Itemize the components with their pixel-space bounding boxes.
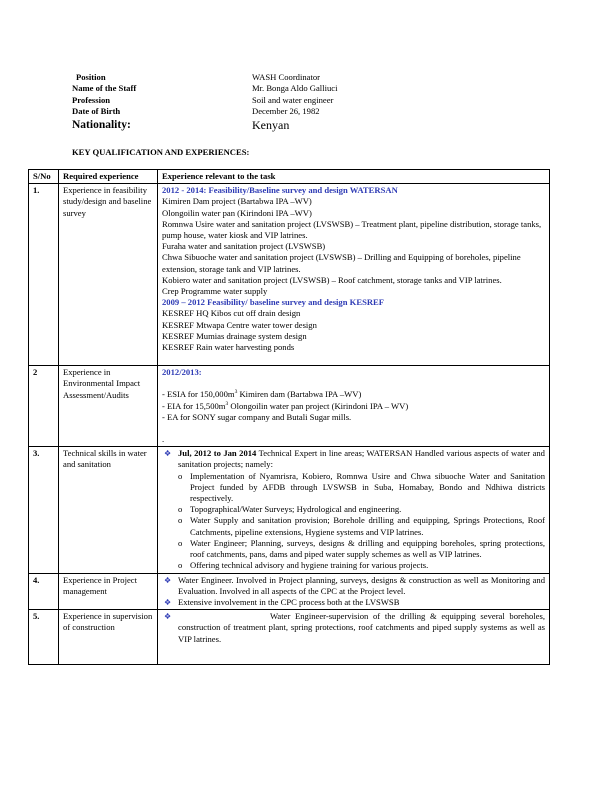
row-number: 1. xyxy=(29,184,59,366)
required-experience: Experience in Project management xyxy=(59,573,158,610)
required-experience: Experience in supervision of construction xyxy=(59,610,158,665)
table-row xyxy=(29,610,550,665)
relevant-experience xyxy=(158,610,550,665)
relevant-experience xyxy=(158,573,550,610)
diamond-bullet-icon: ❖ xyxy=(164,597,172,607)
list-item: - EA for SONY sugar company and Butali Sugar mills. xyxy=(162,411,352,422)
row-number: 4. xyxy=(29,573,59,610)
profession-label: Profession xyxy=(72,94,111,105)
table-row xyxy=(29,366,550,447)
list-item: . xyxy=(162,434,165,445)
period-heading: 2012/2013: xyxy=(162,367,202,378)
list-item: Chwa Sibuoche water and sanitation project (LVSWSB) – Drilling and Equipping of boreholes, pipeline extension, storage tank and VIP latrines. xyxy=(162,252,521,274)
header-sno: S/No xyxy=(29,170,59,184)
dob-value: December 26, 1982 xyxy=(252,106,320,117)
position-label: Position xyxy=(76,72,106,82)
header-required: Required experience xyxy=(59,170,158,184)
profession-row xyxy=(72,95,337,106)
row-number: 5. xyxy=(29,610,59,665)
required-experience: Technical skills in water and sanitation xyxy=(59,447,158,573)
list-item: - ESIA for $150,000m^3$ Kimiren dam (Bartabwa IPA –WV) xyxy=(162,389,362,400)
list-item: ❖ Extensive involvement in the CPC process both at the LVSWSB xyxy=(164,596,400,607)
list-item: o Topographical/Water Surveys; Hydrological and engineering. xyxy=(178,504,402,515)
list-item: Crep Programme water supply xyxy=(162,286,268,297)
relevant-experience xyxy=(158,366,550,447)
diamond-bullet-icon: ❖ xyxy=(164,612,172,622)
table-row xyxy=(29,573,550,610)
dob-label: Date of Birth xyxy=(72,106,121,117)
required-experience: Experience in feasibility study/design and baseline survey xyxy=(59,184,158,366)
nationality-label: Nationality: xyxy=(72,118,131,131)
list-item: Kobiero water and sanitation project (LVSWSB) – Roof catchment, storage tanks and VIP latrines. xyxy=(162,274,502,285)
table-row xyxy=(29,447,550,573)
name-label: Name of the Staff xyxy=(72,83,137,94)
table-row xyxy=(29,184,550,366)
list-item: Olongoilin water pan (Kirindoni IPA –WV) xyxy=(162,207,312,218)
list-item: KESREF Mtwapa Centre water tower design xyxy=(162,319,317,330)
list-item: Furaha water and sanitation project (LVSWSB) xyxy=(162,241,326,252)
dob-row xyxy=(72,106,337,117)
name-value: Mr. Bonga Aldo Galliuci xyxy=(252,83,338,94)
list-item: ❖ Jul, 2012 to Jan 2014 Technical Expert in line areas; WATERSAN Handled various aspects of water and sanitation projects; namely: xyxy=(164,448,545,470)
period-heading: 2012 - 2014: Feasibility/Baseline survey and design WATERSAN xyxy=(162,185,398,196)
management-list xyxy=(162,575,545,609)
row-number: 2 xyxy=(29,366,59,447)
list-item: ❖ Water Engineer. Involved in Project planning, surveys, designs & construction as well as Monitoring and Evaluation. Involved in all aspects of the CPC at the Project level. xyxy=(164,574,545,596)
name-row xyxy=(72,83,337,94)
list-item: ❖ Water Engineer-supervision of the drilling & equipping several boreholes, construction of treatment plant, spring protections, roof catchments and piped supply systems as well as VIP latrines. xyxy=(164,611,545,644)
position-value: WASH Coordinator xyxy=(252,72,321,82)
list-item: KESREF Mumias drainage system design xyxy=(162,330,307,341)
section-title: KEY QUALIFICATION AND EXPERIENCES: xyxy=(72,147,250,157)
nationality-row xyxy=(72,118,337,134)
diamond-bullet-icon: ❖ xyxy=(164,449,172,459)
position-row xyxy=(72,72,337,83)
list-item: KESREF HQ Kibos cut off drain design xyxy=(162,308,301,319)
table-header-row xyxy=(29,170,550,184)
qualification-table xyxy=(28,169,550,665)
row-number: 3. xyxy=(29,447,59,573)
relevant-experience xyxy=(158,447,550,573)
list-item: o Offering technical advisory and hygiene training for various projects. xyxy=(178,560,429,571)
required-experience: Experience in Environmental Impact Assessment/Audits xyxy=(59,366,158,447)
list-item: Kimiren Dam project (Bartabwa IPA –WV) xyxy=(162,196,312,207)
list-item: - EIA for $15,500m^3$ Olongoilin water pan project (Kirindoni IPA – WV) xyxy=(162,400,409,411)
profession-value: Soil and water engineer xyxy=(252,94,334,105)
relevant-experience xyxy=(158,184,550,366)
staff-info xyxy=(72,72,337,134)
list-item: o Water Engineer; Planning, surveys, designs & drilling and equipping boreholes, spring protections, roof catchments, pans, dams and piped water supply schemes as well as VIP latrines. xyxy=(178,537,545,560)
header-relevant: Experience relevant to the task xyxy=(158,170,550,184)
list-item: o Implementation of Nyamrisra, Kobiero, Romnwa Usire and Chwa sibuoche Water and Sanitation Project funded by AFDB through LVSWSB in Suba, Homabay, Bondo and Ndhiwa districts respectively. xyxy=(178,470,545,504)
diamond-bullet-icon: ❖ xyxy=(164,575,172,585)
list-item: Romnwa Usire water and sanitation project (LVSWSB) – Treatment plant, pipeline distribution, storage tanks, pump house, water kiosk and VIP latrines. xyxy=(162,218,542,241)
list-item: KESREF Rain water harvesting ponds xyxy=(162,342,295,353)
task-list xyxy=(162,471,545,572)
period-heading: 2009 – 2012 Feasibility/ baseline survey and design KESREF xyxy=(162,297,385,308)
list-item: o Water Supply and sanitation provision; Borehole drilling and equipping, Springs Protections, Roof Catchments, pipeline extensions, Hygiene systems and VIP latrines. xyxy=(178,515,545,537)
nationality-value: Kenyan xyxy=(252,117,290,132)
